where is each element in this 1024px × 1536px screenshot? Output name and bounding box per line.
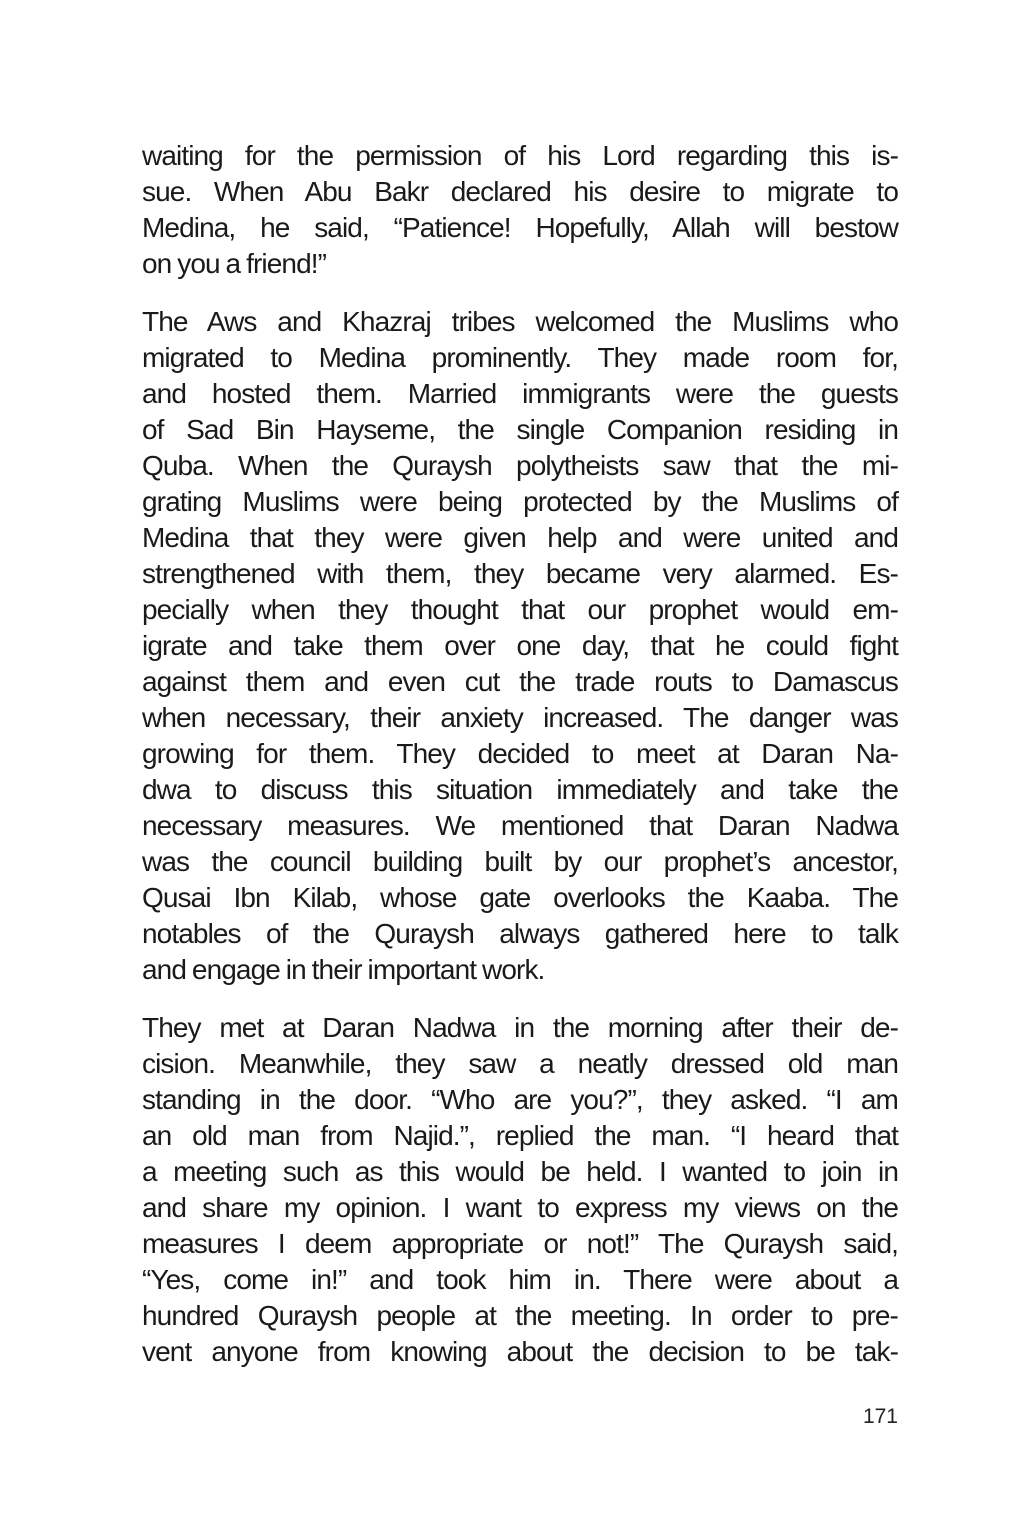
text-line: grating Muslims were being protected by the Muslims of [142, 486, 898, 517]
text-line: Medina, he said, “Patience! Hopefully, Allah will bestow [142, 212, 898, 243]
text-line: cision. Meanwhile, they saw a neatly dressed old man [142, 1048, 898, 1079]
page-number: 171 [862, 1405, 898, 1428]
book-page-body [142, 138, 898, 1392]
text-line: when necessary, their anxiety increased. The danger was [142, 702, 898, 733]
text-line: an old man from Najid.”, replied the man. “I heard that [142, 1120, 898, 1151]
text-line: necessary measures. We mentioned that Daran Nadwa [142, 810, 898, 841]
text-line: igrate and take them over one day, that he could fight [142, 630, 898, 661]
text-line: measures I deem appropriate or not!” The Quraysh said, [142, 1228, 898, 1259]
text-line: strengthened with them, they became very alarmed. Es- [142, 558, 898, 589]
text-line: and hosted them. Married immigrants were the guests [142, 378, 898, 409]
text-line: “Yes, come in!” and took him in. There were about a [142, 1264, 898, 1295]
paragraph-1 [142, 138, 898, 282]
paragraph-3 [142, 1010, 898, 1370]
text-line: vent anyone from knowing about the decision to be tak- [142, 1336, 898, 1367]
text-line: Qusai Ibn Kilab, whose gate overlooks the Kaaba. The [142, 882, 898, 913]
text-line: They met at Daran Nadwa in the morning after their de- [142, 1012, 898, 1043]
text-line: Medina that they were given help and were united and [142, 522, 898, 553]
text-line: Quba. When the Quraysh polytheists saw that the mi- [142, 450, 898, 481]
text-line: was the council building built by our prophet’s ancestor, [142, 846, 898, 877]
text-line: hundred Quraysh people at the meeting. In order to pre- [142, 1300, 898, 1331]
text-line: dwa to discuss this situation immediately and take the [142, 774, 898, 805]
text-line: and engage in their important work. [142, 954, 545, 985]
text-line: a meeting such as this would be held. I wanted to join in [142, 1156, 898, 1187]
text-line: sue. When Abu Bakr declared his desire to migrate to [142, 176, 898, 207]
paragraph-2 [142, 304, 898, 988]
text-line: standing in the door. “Who are you?”, they asked. “I am [142, 1084, 898, 1115]
text-line: growing for them. They decided to meet at Daran Na- [142, 738, 898, 769]
text-line: migrated to Medina prominently. They made room for, [142, 342, 898, 373]
text-line: The Aws and Khazraj tribes welcomed the Muslims who [142, 306, 898, 337]
text-line: and share my opinion. I want to express my views on the [142, 1192, 898, 1223]
text-line: against them and even cut the trade routs to Damascus [142, 666, 898, 697]
text-line: of Sad Bin Hayseme, the single Companion residing in [142, 414, 898, 445]
text-line: waiting for the permission of his Lord regarding this is- [142, 140, 898, 171]
text-line: pecially when they thought that our prophet would em- [142, 594, 898, 625]
text-line: notables of the Quraysh always gathered here to talk [142, 918, 898, 949]
text-line: on you a friend!” [142, 248, 327, 279]
